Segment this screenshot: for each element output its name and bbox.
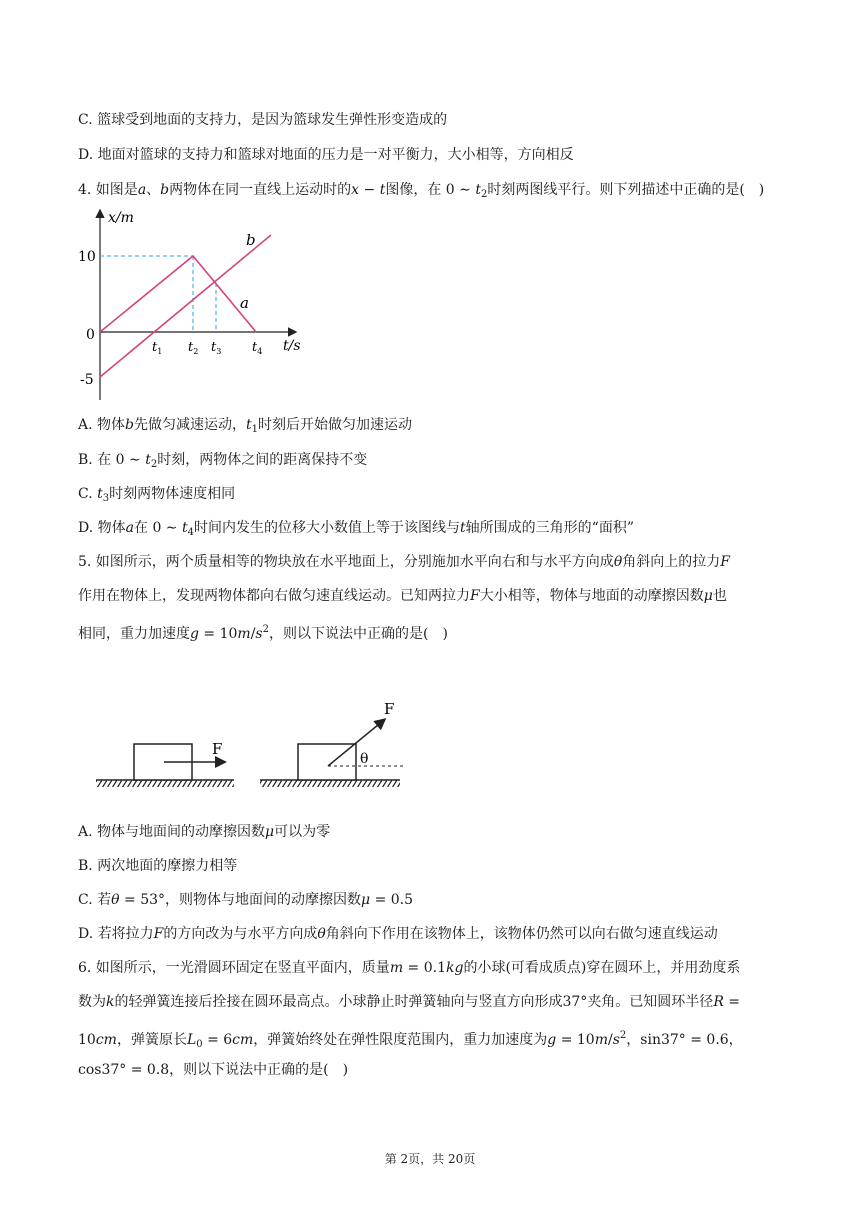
angle-label: θ bbox=[360, 751, 369, 767]
q5-stem-line-2: 作用在物体上，发现两物体都向右做匀速直线运动。已知两拉力F大小相等，物体与地面的动摩擦因数μ也 bbox=[78, 588, 727, 604]
tick-neg5: -5 bbox=[80, 372, 94, 388]
y-axis-label: x/m bbox=[108, 210, 134, 226]
q5-option-d: D. 若将拉力F的方向改为与水平方向成θ角斜向下作用在该物体上，该物体仍然可以向右做匀速直线运动 bbox=[78, 926, 718, 942]
q4-stem: 4. 如图是a、b两物体在同一直线上运动时的x − t图像，在 0 ∼ $t_2$时刻两图线平行。则下列描述中正确的是( ) bbox=[78, 182, 765, 200]
label-t4: $t_4$ bbox=[252, 340, 263, 356]
label-t1: $t_1$ bbox=[152, 340, 163, 356]
q4-option-d: D. 物体a在 0 ∼ $t_4$时间内发生的位移大小数值上等于该图线与t轴所围成的三角形的“面积” bbox=[78, 520, 634, 538]
q6-stem-line-1: 6. 如图所示，一光滑圆环固定在竖直平面内，质量m = 0.1kg的小球(可看成质点)穿在圆环上，并用劲度系 bbox=[78, 960, 741, 976]
tick-0: 0 bbox=[86, 327, 95, 343]
q5-option-a: A. 物体与地面间的动摩擦因数μ可以为零 bbox=[78, 824, 331, 840]
force-label-left: F bbox=[212, 740, 223, 758]
label-t3: $t_3$ bbox=[211, 340, 222, 356]
q5-blocks-figure bbox=[92, 700, 412, 795]
force-label-right: F bbox=[384, 700, 395, 718]
q4-xt-graph bbox=[80, 205, 320, 405]
ground-left bbox=[96, 780, 234, 787]
q4-option-b: B. 在 0 ∼ $t_2$时刻，两物体之间的距离保持不变 bbox=[78, 452, 368, 470]
q4-option-c: C. $t_3$时刻两物体速度相同 bbox=[78, 486, 236, 504]
q5-stem-line-1: 5. 如图所示，两个质量相等的物块放在水平地面上，分别施加水平向右和与水平方向成θ角斜向上的拉力F bbox=[78, 554, 730, 570]
q6-stem-line-3: 10cm，弹簧原长$L_0 = 6cm$，弹簧始终处在弹性限度范围内，重力加速度为$g = 10m/s^2$，sin37° = 0.6， bbox=[78, 1030, 743, 1050]
label-a: a bbox=[240, 294, 249, 312]
page-footer: 第 2页，共 20页 bbox=[384, 1152, 476, 1166]
label-t2: $t_2$ bbox=[188, 340, 199, 356]
ground-right bbox=[260, 780, 400, 787]
x-axis-label: t/s bbox=[283, 338, 301, 354]
q5-option-c: C. 若θ = 53°，则物体与地面间的动摩擦因数μ = 0.5 bbox=[78, 892, 414, 908]
q3-option-d: D. 地面对篮球的支持力和篮球对地面的压力是一对平衡力，大小相等，方向相反 bbox=[78, 147, 574, 163]
q6-stem-line-4: cos37° = 0.8，则以下说法中正确的是( ) bbox=[78, 1062, 349, 1078]
q4-option-a: A. 物体b先做匀减速运动，$t_1$时刻后开始做匀加速运动 bbox=[78, 417, 412, 435]
label-b: b bbox=[246, 231, 256, 249]
tick-10: 10 bbox=[78, 249, 96, 265]
q3-option-c: C. 篮球受到地面的支持力，是因为篮球发生弹性形变造成的 bbox=[78, 112, 448, 128]
q5-option-b: B. 两次地面的摩擦力相等 bbox=[78, 858, 238, 874]
q6-stem-line-2: 数为k的轻弹簧连接后拴接在圆环最高点。小球静止时弹簧轴向与竖直方向形成37°夹角。已知圆环半径R = bbox=[78, 994, 741, 1010]
q5-stem-line-3: 相同，重力加速度$g = 10m/s^2$，则以下说法中正确的是( ) bbox=[78, 624, 448, 642]
